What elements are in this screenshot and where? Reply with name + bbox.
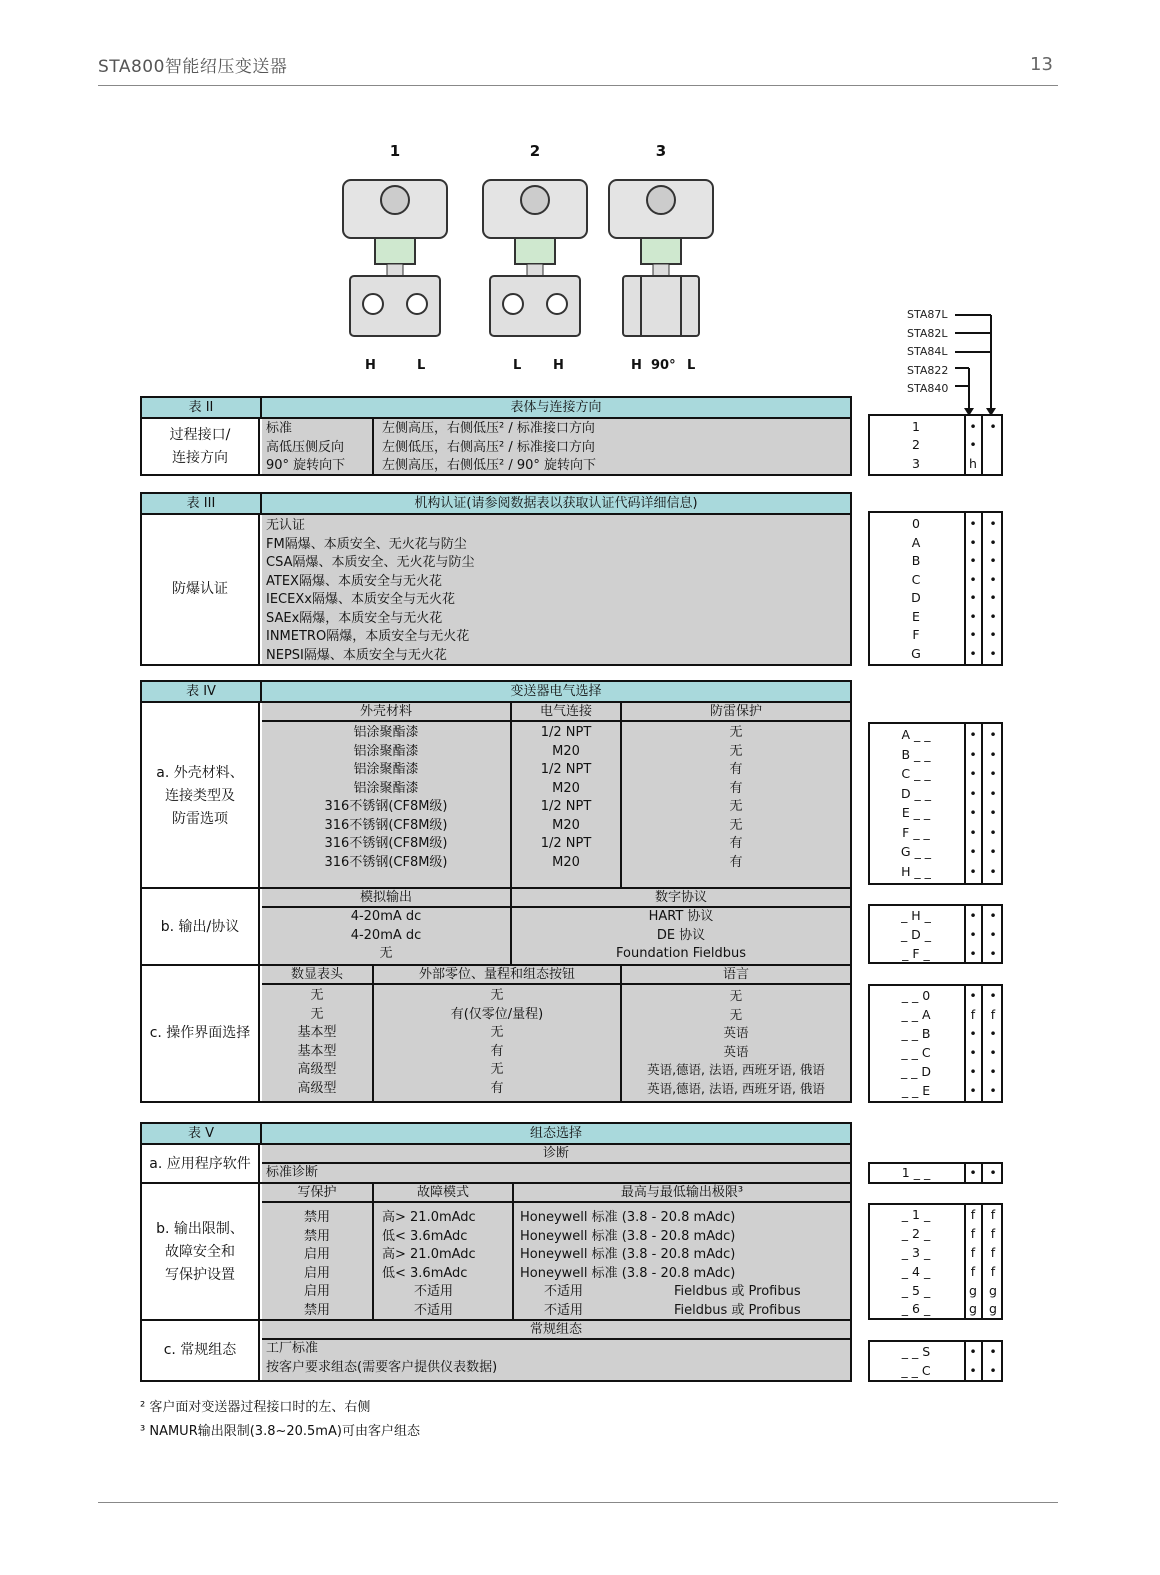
port-label: L <box>687 358 696 373</box>
availability-mark: • <box>989 627 997 642</box>
orientation-names <box>262 419 374 474</box>
model-label: STA840 <box>907 382 949 395</box>
output-limit-cell: 不适用 <box>544 1284 584 1299</box>
display-cell: 基本型 <box>297 1043 337 1059</box>
output-limit-cell: Honeywell 标准 (3.8 - 20.8 mAdc) <box>520 1265 736 1281</box>
option-code: _ _ D <box>900 1064 932 1079</box>
availability-mark: • <box>989 534 997 550</box>
output-limit-cell: Honeywell 标准 (3.8 - 20.8 mAdc) <box>520 1247 736 1262</box>
language-cell: 英语,德语, 法语, 西班牙语, 俄语 <box>647 1080 825 1096</box>
orientation-descriptions <box>374 419 850 474</box>
orientation-description: 左侧高压，右侧低压² / 标准接口方向 <box>382 421 595 436</box>
connection-cell: 1/2 NPT <box>540 725 592 740</box>
transmitter-drawing <box>475 170 595 350</box>
availability-mark: • <box>969 1064 977 1079</box>
option-code: _ D _ <box>900 927 932 942</box>
row-label: c. 常规组态 <box>142 1321 260 1380</box>
footnote: ³ NAMUR输出限制(3.8~20.5mA)可由客户组态 <box>140 1424 420 1439</box>
certification-item: CSA隔爆、本质安全、无火花与防尘 <box>266 555 475 570</box>
option-code: _ 3 _ <box>901 1245 931 1260</box>
table-header <box>142 398 850 419</box>
availability-mark: • <box>969 1026 977 1041</box>
language-column <box>622 985 850 1101</box>
table-title: 变送器电气选择 <box>510 684 602 699</box>
option-code: _ _ C <box>901 1363 931 1378</box>
option-code: 1 _ _ <box>901 1165 931 1180</box>
option-code: D <box>911 590 921 605</box>
label-line: a. 外壳材料、 <box>156 764 244 781</box>
analog-cell: 4-20mA dc <box>350 927 422 943</box>
availability-mark: • <box>989 785 997 801</box>
availability-mark: • <box>969 785 977 801</box>
availability-mark: • <box>989 727 997 742</box>
table-iii <box>140 492 852 666</box>
availability-mark: • <box>989 516 997 531</box>
availability-mark: • <box>989 1344 997 1359</box>
column-head: 语言 <box>622 966 850 985</box>
column-head: 数字协议 <box>512 889 850 908</box>
certification-item: IECEXx隔爆、本质安全与无火花 <box>266 592 455 607</box>
option-code: A _ _ <box>901 727 931 742</box>
column-head: 数显表头 <box>262 966 374 985</box>
connection-cell: 1/2 NPT <box>540 799 592 814</box>
column-head: 电气连接 <box>512 703 622 722</box>
material-cell: 316不锈钢(CF8M级) <box>324 836 448 851</box>
lightning-column <box>622 722 850 889</box>
option-code: C _ _ <box>901 766 931 781</box>
table-title: 组态选择 <box>529 1126 582 1141</box>
t3-code-box <box>868 511 1003 666</box>
availability-mark: • <box>969 844 977 859</box>
output-limit-cell: 不适用 <box>544 1302 584 1318</box>
column-head: 最高与最低输出极限³ <box>514 1184 850 1203</box>
protocol-cell: DE 协议 <box>656 927 706 943</box>
orientation-name: 标准 <box>266 421 293 436</box>
availability-mark: • <box>989 571 997 587</box>
option-code: _ 6 _ <box>901 1301 931 1316</box>
availability-mark: f <box>990 1007 996 1022</box>
document-title: STA800智能绍压变送器 <box>98 57 288 77</box>
availability-mark: f <box>970 1245 976 1260</box>
availability-mark: • <box>969 945 977 961</box>
analog-output-column <box>262 908 512 966</box>
availability-mark: • <box>969 627 977 642</box>
buttons-cell: 有 <box>490 1043 504 1059</box>
configuration-list <box>262 1340 850 1380</box>
availability-mark: • <box>989 1064 997 1079</box>
display-cell: 高级型 <box>297 1062 337 1077</box>
material-cell: 铝涂聚酯漆 <box>353 743 419 759</box>
display-column <box>262 985 374 1101</box>
failsafe-cell: 不适用 <box>414 1302 454 1318</box>
port-label: L <box>513 358 522 373</box>
availability-mark: • <box>989 1165 997 1180</box>
availability-mark: g <box>989 1283 997 1298</box>
option-code: _ 2 _ <box>901 1226 931 1241</box>
port-label: L <box>417 358 426 373</box>
lightning-cell: 无 <box>729 743 743 759</box>
availability-mark: • <box>989 908 997 923</box>
availability-mark: • <box>989 766 997 781</box>
availability-mark: • <box>989 1045 997 1060</box>
port-label: H <box>631 358 642 373</box>
display-cell: 无 <box>310 1006 324 1022</box>
transmitter-figure-1 <box>335 142 455 373</box>
column-head: 外壳材料 <box>262 703 512 722</box>
availability-mark: f <box>970 1264 976 1279</box>
availability-mark: • <box>989 988 997 1003</box>
label-line: 连接方向 <box>172 449 228 466</box>
option-code: A <box>911 534 921 550</box>
display-cell: 基本型 <box>297 1025 337 1040</box>
column-head: 诊断 <box>262 1145 850 1164</box>
availability-mark: • <box>989 1026 997 1041</box>
availability-mark: • <box>969 908 977 923</box>
option-code: _ _ A <box>901 1007 931 1022</box>
model-label: STA82L <box>907 326 948 340</box>
availability-mark: • <box>989 608 997 624</box>
failsafe-cell: 低< 3.6mAdc <box>382 1228 468 1244</box>
lightning-cell: 无 <box>729 799 743 814</box>
figure-number: 3 <box>655 142 667 160</box>
availability-mark: f <box>990 1264 996 1279</box>
model-label: STA84L <box>907 345 948 358</box>
analog-cell: 4-20mA dc <box>350 909 422 924</box>
row-label <box>142 703 260 889</box>
certification-item: 无认证 <box>266 518 306 533</box>
table-tag: 表 V <box>142 1124 262 1143</box>
label-line: 写保护设置 <box>165 1267 235 1283</box>
availability-mark: • <box>969 608 977 624</box>
configuration-item: 按客户要求组态(需要客户提供仪表数据) <box>266 1359 498 1375</box>
label-line: 防雷选项 <box>172 810 228 827</box>
table-tag: 表 III <box>142 494 262 513</box>
table-header <box>142 1124 850 1145</box>
option-code: B <box>911 553 921 568</box>
option-code: 3 <box>912 456 920 471</box>
write-protect-cell: 禁用 <box>303 1228 330 1244</box>
availability-mark: g <box>969 1301 977 1316</box>
option-code: B _ _ <box>901 746 931 762</box>
lightning-cell: 有 <box>729 762 743 777</box>
t5b-code-box <box>868 1203 1003 1320</box>
availability-mark: • <box>969 516 977 531</box>
fieldbus-note: Fieldbus 或 Profibus <box>674 1284 801 1299</box>
buttons-cell: 有 <box>490 1080 504 1096</box>
protocol-cell: Foundation Fieldbus <box>616 946 746 961</box>
availability-mark: • <box>969 927 977 942</box>
page-number: 13 <box>1030 54 1053 75</box>
failsafe-column <box>374 1203 514 1321</box>
t5a-code-box <box>868 1162 1003 1184</box>
language-cell: 英语,德语, 法语, 西班牙语, 俄语 <box>647 1062 825 1077</box>
option-code: 0 <box>912 516 920 531</box>
certification-item: FM隔爆、本质安全、无火花与防尘 <box>266 536 467 552</box>
certification-item: ATEX隔爆、本质安全与无火花 <box>266 573 442 589</box>
table-tag: 表 II <box>142 398 262 417</box>
table-tag: 表 IV <box>142 682 262 701</box>
buttons-cell: 无 <box>490 1025 504 1040</box>
connection-column <box>512 722 622 889</box>
column-head: 防雷保护 <box>622 703 850 722</box>
display-cell: 无 <box>310 988 324 1003</box>
availability-mark: f <box>990 1226 996 1241</box>
row-label <box>142 1184 260 1321</box>
orientation-name: 90° 旋转向下 <box>266 458 346 473</box>
availability-mark: • <box>989 863 997 879</box>
table-header <box>142 494 850 515</box>
availability-mark: • <box>969 805 977 820</box>
column-head: 故障模式 <box>374 1184 514 1203</box>
availability-mark: • <box>989 590 997 605</box>
availability-mark: • <box>969 1344 977 1359</box>
availability-mark: h <box>969 456 977 471</box>
material-cell: 316不锈钢(CF8M级) <box>324 817 448 833</box>
certification-item: INMETRO隔爆，本质安全与无火花 <box>266 629 470 644</box>
model-bracket-lines <box>955 312 1005 418</box>
diagnostics-item: 标准诊断 <box>262 1164 850 1184</box>
connection-cell: 1/2 NPT <box>540 762 592 777</box>
availability-mark: • <box>969 727 977 742</box>
lightning-cell: 无 <box>729 725 743 740</box>
write-protect-cell: 启用 <box>303 1265 330 1281</box>
table-ii <box>140 396 852 476</box>
option-code: E <box>912 608 920 624</box>
rotation-label: 90° <box>651 358 676 373</box>
certification-item: NEPSI隔爆、本质安全与无火花 <box>266 647 447 663</box>
availability-mark: • <box>969 746 977 762</box>
availability-mark: • <box>969 863 977 879</box>
buttons-cell: 无 <box>490 988 504 1003</box>
transmitter-figure-3 <box>601 142 721 373</box>
option-code: F _ _ <box>902 824 930 840</box>
write-protect-cell: 启用 <box>303 1247 330 1262</box>
availability-mark: • <box>989 645 997 661</box>
availability-mark: • <box>969 1363 977 1378</box>
option-code: G <box>911 645 921 661</box>
write-protect-cell: 禁用 <box>303 1302 330 1318</box>
availability-mark: • <box>969 1165 977 1180</box>
language-cell: 无 <box>729 1006 743 1022</box>
material-cell: 铝涂聚酯漆 <box>353 725 419 740</box>
footnote: ² 客户面对变送器过程接口时的左、右侧 <box>140 1400 371 1415</box>
column-head: 常规组态 <box>262 1321 850 1340</box>
availability-mark: g <box>969 1283 977 1298</box>
availability-mark: • <box>989 1363 997 1378</box>
protocol-column <box>512 908 850 966</box>
transmitter-drawing <box>601 170 721 350</box>
availability-mark: • <box>969 645 977 661</box>
availability-mark: • <box>969 1045 977 1060</box>
output-limit-cell: Honeywell 标准 (3.8 - 20.8 mAdc) <box>520 1210 736 1225</box>
table-iv <box>140 680 852 1103</box>
option-code: E _ _ <box>901 805 931 820</box>
output-limit-column <box>514 1203 850 1321</box>
failsafe-cell: 高> 21.0mAdc <box>382 1247 476 1262</box>
connection-cell: M20 <box>552 817 580 833</box>
language-cell: 英语 <box>723 1043 749 1059</box>
option-code: _ _ S <box>901 1344 931 1359</box>
model-label: STA87L <box>907 308 948 321</box>
label-line: 连接类型及 <box>165 787 235 804</box>
availability-mark: • <box>969 553 977 568</box>
port-label: H <box>365 358 376 373</box>
availability-mark: • <box>989 945 997 961</box>
option-code: D _ _ <box>900 785 932 801</box>
figure-number: 2 <box>529 142 541 160</box>
buttons-cell: 无 <box>490 1062 504 1077</box>
option-code: G _ _ <box>900 844 932 859</box>
availability-mark: f <box>970 1007 976 1022</box>
failsafe-cell: 高> 21.0mAdc <box>382 1210 476 1225</box>
row-label <box>142 419 260 474</box>
orientation-name: 高低压侧反向 <box>266 439 345 455</box>
availability-mark: • <box>969 437 977 452</box>
availability-mark: f <box>990 1207 996 1222</box>
option-code: _ _ E <box>901 1083 931 1098</box>
availability-mark: • <box>989 844 997 859</box>
availability-mark: • <box>969 1083 977 1098</box>
availability-mark: • <box>969 766 977 781</box>
availability-mark: f <box>970 1226 976 1241</box>
transmitter-figure-2 <box>475 142 595 373</box>
availability-mark: • <box>969 824 977 840</box>
option-code: _ F _ <box>902 945 930 961</box>
option-code: _ 4 _ <box>901 1264 931 1279</box>
analog-cell: 无 <box>379 946 393 961</box>
configuration-item: 工厂标准 <box>266 1341 319 1356</box>
orientation-description: 左侧低压，右侧高压² / 标准接口方向 <box>382 439 595 455</box>
port-label: H <box>553 358 564 373</box>
availability-mark: • <box>989 1083 997 1098</box>
material-cell: 铝涂聚酯漆 <box>353 762 419 777</box>
t4a-code-box <box>868 722 1003 885</box>
option-code: 1 <box>912 419 920 434</box>
lightning-cell: 有 <box>729 780 743 796</box>
lightning-cell: 无 <box>729 817 743 833</box>
label-line: 故障安全和 <box>165 1244 235 1260</box>
availability-mark: g <box>989 1301 997 1316</box>
t4c-code-box <box>868 984 1003 1103</box>
t2-code-box <box>868 414 1003 476</box>
table-title: 机构认证(请参阅数据表以获取认证代码详细信息) <box>414 496 698 511</box>
availability-mark: • <box>969 571 977 587</box>
material-cell: 316不锈钢(CF8M级) <box>324 854 448 870</box>
model-list <box>907 306 948 399</box>
failsafe-cell: 不适用 <box>414 1284 454 1299</box>
connection-cell: M20 <box>552 743 580 759</box>
option-code: _ _ C <box>901 1045 931 1060</box>
availability-mark: • <box>989 824 997 840</box>
option-code: _ 1 _ <box>901 1207 931 1222</box>
connection-cell: 1/2 NPT <box>540 836 592 851</box>
connection-cell: M20 <box>552 854 580 870</box>
column-head: 模拟输出 <box>262 889 512 908</box>
option-code: H _ _ <box>901 863 931 879</box>
availability-mark: • <box>989 419 997 434</box>
availability-mark: f <box>990 1245 996 1260</box>
option-code: _ 5 _ <box>901 1283 931 1298</box>
model-label: STA822 <box>907 363 949 377</box>
option-code: _ _ 0 <box>901 988 931 1003</box>
language-cell: 无 <box>729 988 743 1003</box>
failsafe-cell: 低< 3.6mAdc <box>382 1265 468 1281</box>
row-label: b. 输出/协议 <box>142 889 260 966</box>
buttons-cell: 有(仅零位/量程) <box>450 1006 544 1022</box>
buttons-column <box>374 985 622 1101</box>
label-line: b. 输出限制、 <box>156 1221 244 1237</box>
language-cell: 英语 <box>723 1025 749 1040</box>
option-code: C <box>911 571 921 587</box>
availability-mark: • <box>969 534 977 550</box>
row-label: a. 应用程序软件 <box>142 1145 260 1184</box>
display-cell: 高级型 <box>297 1080 337 1096</box>
protocol-cell: HART 协议 <box>648 909 714 924</box>
fieldbus-note: Fieldbus 或 Profibus <box>674 1302 801 1318</box>
figure-number: 1 <box>389 142 401 160</box>
certification-list <box>262 515 850 664</box>
t5c-code-box <box>868 1340 1003 1382</box>
lightning-cell: 有 <box>729 836 743 851</box>
header-rule <box>98 85 1058 86</box>
availability-mark: • <box>969 419 977 434</box>
option-code: _ _ B <box>901 1026 931 1041</box>
availability-mark: • <box>969 988 977 1003</box>
table-header <box>142 682 850 703</box>
material-cell: 316不锈钢(CF8M级) <box>324 799 448 814</box>
column-head: 写保护 <box>262 1184 374 1203</box>
orientation-description: 左侧高压，右侧低压² / 90° 旋转向下 <box>382 458 597 473</box>
output-limit-cell: Honeywell 标准 (3.8 - 20.8 mAdc) <box>520 1228 736 1244</box>
option-code: _ H _ <box>901 908 931 923</box>
label-line: 过程接口/ <box>169 426 231 443</box>
transmitter-drawing <box>335 170 455 350</box>
material-cell: 铝涂聚酯漆 <box>353 780 419 796</box>
availability-mark: • <box>989 927 997 942</box>
availability-mark: • <box>989 553 997 568</box>
availability-mark: • <box>969 590 977 605</box>
lightning-cell: 有 <box>729 854 743 870</box>
table-title: 表体与连接方向 <box>510 400 602 415</box>
certification-item: SAEx隔爆，本质安全与无火花 <box>266 610 443 626</box>
footer-rule <box>98 1502 1058 1503</box>
option-code: 2 <box>912 437 920 452</box>
row-label: c. 操作界面选择 <box>142 966 260 1101</box>
row-label: 防爆认证 <box>142 515 260 664</box>
column-head: 外部零位、量程和组态按钮 <box>374 966 622 985</box>
option-code: F <box>912 627 920 642</box>
write-protect-column <box>262 1203 374 1321</box>
availability-mark: • <box>989 746 997 762</box>
write-protect-cell: 启用 <box>303 1284 330 1299</box>
availability-mark: f <box>970 1207 976 1222</box>
material-column <box>262 722 512 889</box>
connection-cell: M20 <box>552 780 580 796</box>
availability-mark: • <box>989 805 997 820</box>
write-protect-cell: 禁用 <box>303 1210 330 1225</box>
table-v <box>140 1122 852 1382</box>
t4b-code-box <box>868 904 1003 964</box>
